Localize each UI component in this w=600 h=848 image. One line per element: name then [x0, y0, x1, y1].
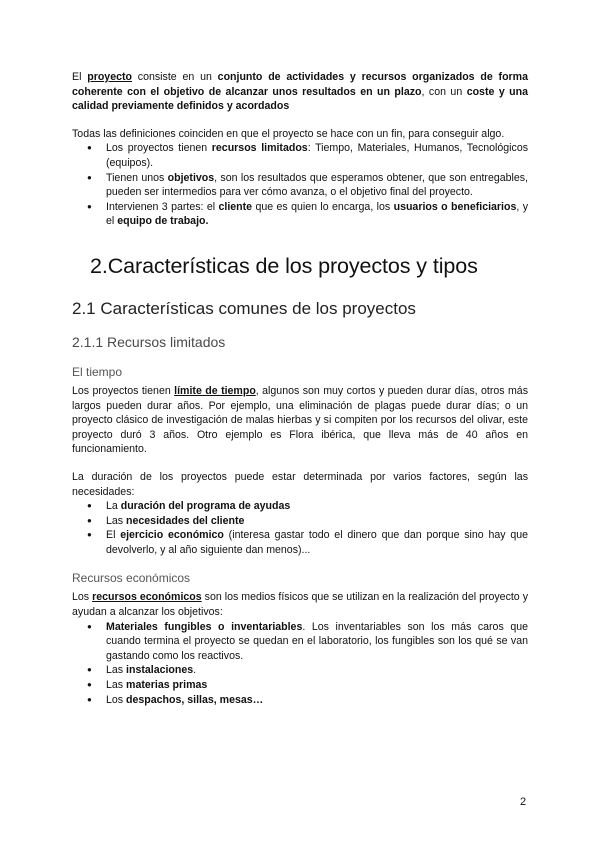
subheading-recursos-economicos: Recursos económicos	[72, 571, 191, 586]
bold-term: materias primas	[126, 679, 208, 692]
text-span: Intervienen 3 partes: el	[106, 200, 219, 213]
text-span: Los proyectos tienen	[106, 142, 212, 155]
duration-factors-list	[72, 499, 528, 557]
economicos-paragraph	[72, 590, 528, 619]
duracion-paragraph: La duración de los proyectos puede estar determinada por varios factores, según las necesidades:	[72, 470, 528, 498]
definitions-paragraph: Todas las definiciones coinciden en que el proyecto se hace con un fin, para conseguir algo.	[72, 127, 505, 140]
bold-term: ejercicio económico	[120, 529, 224, 542]
economic-resources-list	[72, 620, 528, 708]
text-span: .	[193, 664, 197, 677]
bold-term: duración del programa de ayudas	[120, 500, 291, 513]
limite-de-tiempo-term: límite de tiempo	[174, 384, 256, 397]
list-item	[106, 141, 528, 170]
recursos-economicos-term: recursos económicos	[92, 591, 202, 604]
list-item	[106, 514, 528, 529]
text-span: . Los inventariables son los más caros que cuando termina el proyecto se quedan en el laboratorio, los fungibles son los qué se van gastando como los reactivos.	[106, 620, 528, 662]
project-definition-paragraph	[72, 70, 528, 114]
list-item	[106, 499, 528, 514]
text-span: , algunos son muy cortos y pueden durar días, otros más largos pueden durar años. Por ejemplo, una eliminación de plagas puede durar días; o un proyecto clásico de investigación de malas hierbas y si compiten por los recursos del olivar, este proyecto duró 3 años. Otro ejemplo es Flora ibérica, que lleva más de 40 años en funcionamiento.	[72, 384, 528, 456]
list-item	[106, 693, 528, 708]
bold-term: equipo de trabajo.	[117, 215, 209, 228]
text-span: (interesa gastar todo el dinero que dan porque sino hay que devolverlo, y al año siguiente dan menos)...	[106, 529, 528, 556]
text-span: Tienen unos	[106, 171, 168, 184]
bold-term: instalaciones	[126, 664, 194, 677]
text-span: Los	[106, 693, 127, 706]
proyecto-term: proyecto	[87, 71, 132, 83]
text-span: , y el	[106, 200, 528, 228]
bold-term: despachos, sillas, mesas…	[126, 693, 264, 706]
bold-term: objetivos	[167, 171, 215, 184]
subheading-el-tiempo: El tiempo	[72, 364, 123, 379]
list-item	[106, 171, 528, 200]
text-span: consiste en un	[131, 71, 218, 83]
bold-term: usuarios o beneficiarios	[393, 200, 517, 213]
bold-term: cliente	[218, 200, 253, 213]
bold-cost-quality: coste y una calidad previamente definidos y acordados	[72, 85, 528, 113]
text-span: que es quien lo encarga, los	[252, 200, 394, 213]
list-item	[106, 528, 528, 557]
text-span: La	[106, 500, 121, 513]
text-span: , son los resultados que esperamos obtener, que son entregables, pueden ser intermedios para ver cómo avanza, o el objetivo final del proyecto.	[106, 171, 528, 199]
section-heading-2-1: 2.1 Características comunes de los proyectos	[72, 298, 416, 318]
text-span: El	[72, 71, 88, 83]
section-heading-2: 2.Características de los proyectos y tipos	[90, 253, 478, 278]
section-heading-2-1-1: 2.1.1 Recursos limitados	[72, 333, 226, 350]
text-span: Las	[106, 664, 127, 677]
list-item	[106, 200, 528, 229]
tiempo-paragraph	[72, 384, 528, 457]
page-content	[72, 70, 528, 707]
list-item	[106, 663, 528, 678]
text-span: El	[106, 529, 121, 542]
project-properties-list	[72, 141, 528, 229]
list-item	[106, 678, 528, 693]
bold-term: Materiales fungibles o inventariables	[106, 620, 303, 633]
bold-term: necesidades del cliente	[126, 514, 245, 527]
text-span: Los proyectos tienen	[72, 384, 175, 397]
bold-definition: conjunto de actividades y recursos organizados de forma coherente con el objetivo de alcanzar unos resultados en un plazo	[72, 71, 528, 98]
text-span: : Tiempo, Materiales, Humanos, Tecnológicos (equipos).	[106, 142, 529, 169]
text-span: Los	[72, 591, 93, 604]
bold-term: recursos limitados	[211, 142, 308, 155]
text-span: son los medios físicos que se utilizan en la realización del proyecto y ayudan a alcanzar los objetivos:	[72, 591, 528, 619]
text-span: , con un	[421, 85, 467, 98]
list-item	[106, 620, 528, 664]
page-number: 2	[520, 796, 527, 808]
text-span: Las	[106, 679, 127, 692]
text-span: Las	[106, 514, 127, 527]
